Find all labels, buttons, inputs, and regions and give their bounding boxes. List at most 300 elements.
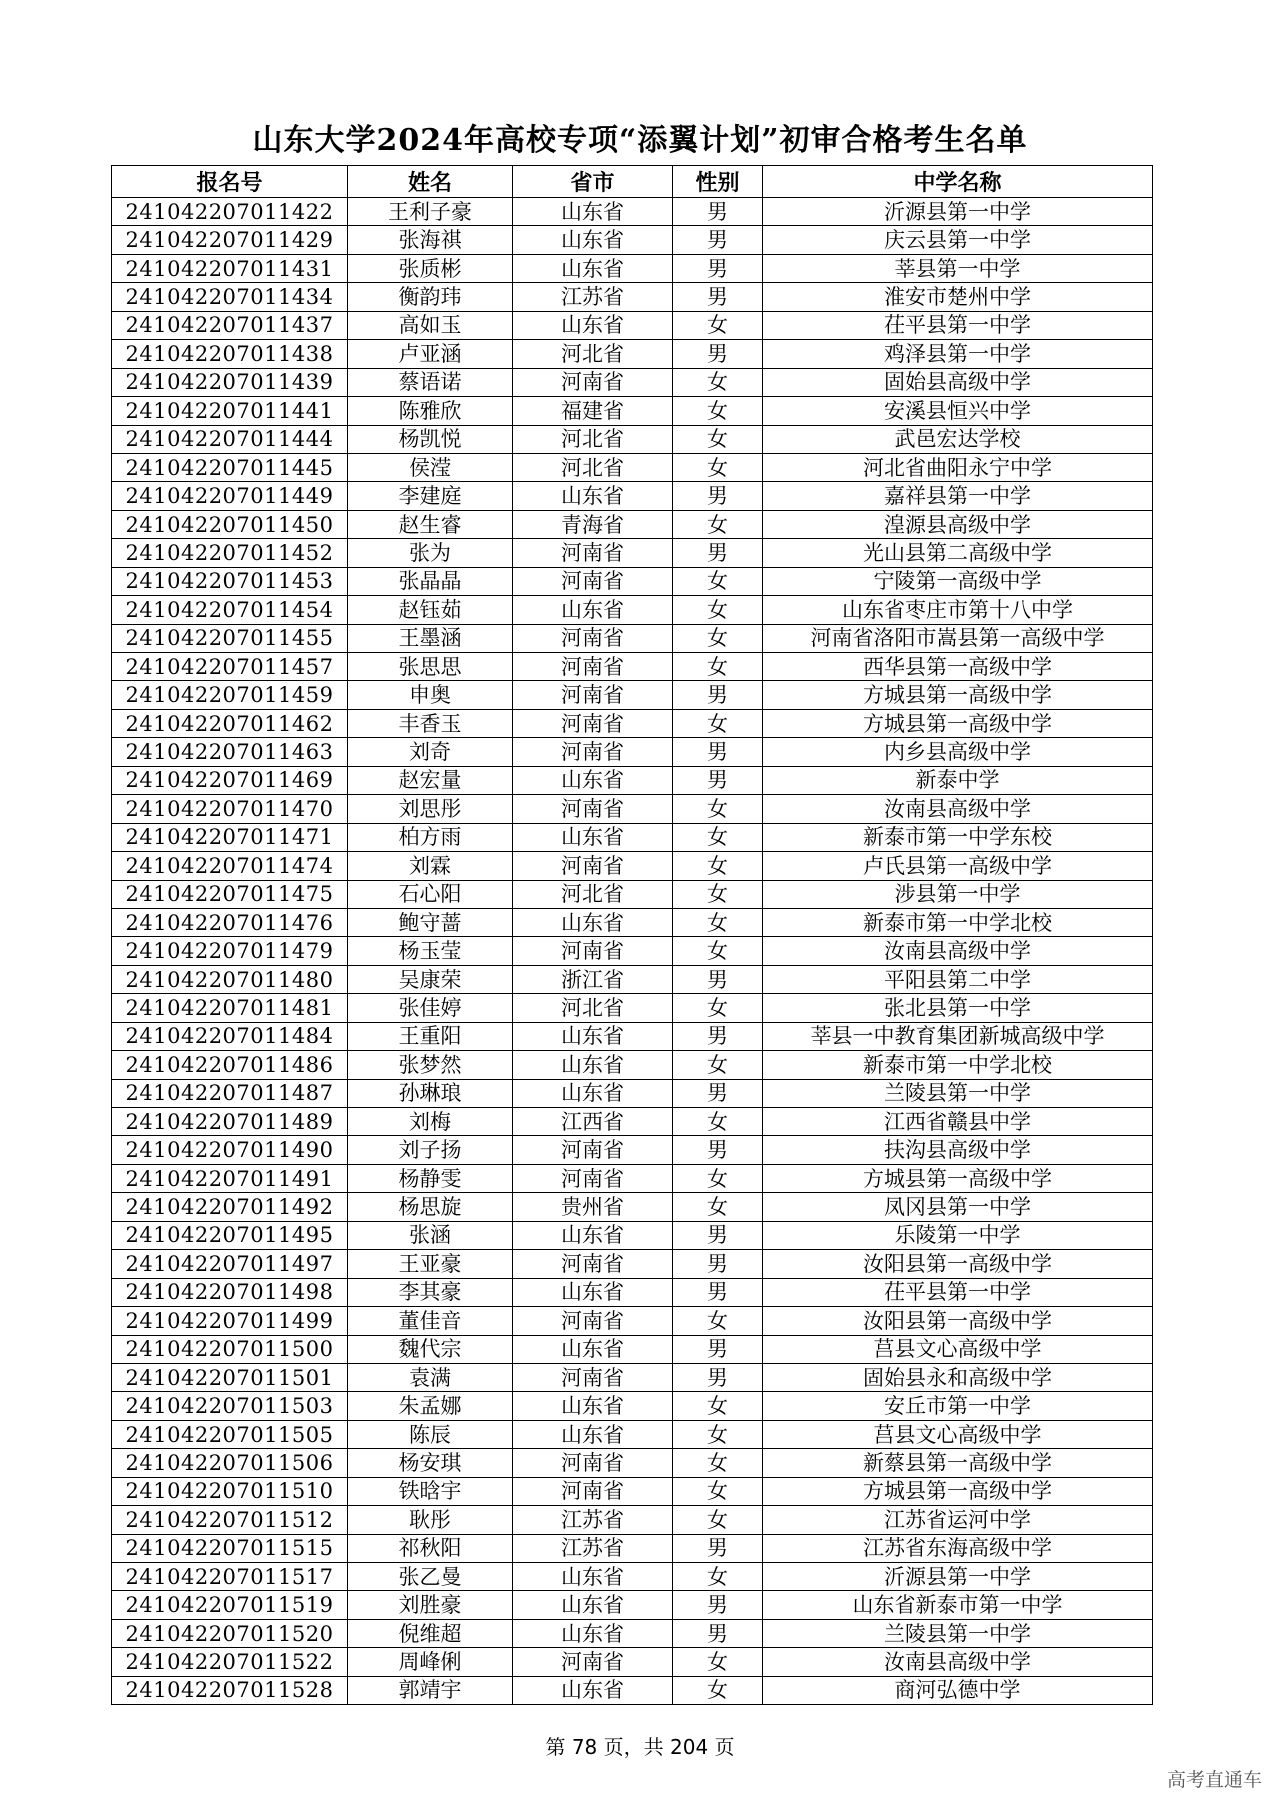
cell-name: 刘思彤 — [348, 795, 513, 823]
cell-registration-number: 241042207011455 — [112, 624, 348, 652]
cell-name: 侯滢 — [348, 453, 513, 481]
cell-registration-number: 241042207011498 — [112, 1278, 348, 1306]
cell-registration-number: 241042207011515 — [112, 1534, 348, 1562]
cell-registration-number: 241042207011453 — [112, 567, 348, 595]
cell-school: 莘县一中教育集团新城高级中学 — [763, 1022, 1153, 1050]
table-row — [112, 397, 1153, 425]
cell-registration-number: 241042207011491 — [112, 1164, 348, 1192]
candidate-table — [111, 165, 1153, 1705]
cell-school: 方城县第一高级中学 — [763, 681, 1153, 709]
document-title: 山东大学2024年高校专项“添翼计划”初审合格考生名单 — [252, 123, 1028, 158]
cell-school: 莒县文心高级中学 — [763, 1335, 1153, 1363]
cell-gender: 男 — [673, 1022, 763, 1050]
cell-province: 山东省 — [513, 1022, 673, 1050]
cell-province: 山东省 — [513, 1079, 673, 1107]
header-row — [112, 166, 1153, 198]
cell-province: 河南省 — [513, 1136, 673, 1164]
cell-name: 吴康荣 — [348, 965, 513, 993]
cell-school: 方城县第一高级中学 — [763, 1477, 1153, 1505]
table-row — [112, 1563, 1153, 1591]
cell-school: 山东省枣庄市第十八中学 — [763, 596, 1153, 624]
table-row — [112, 1619, 1153, 1647]
cell-gender: 女 — [673, 1193, 763, 1221]
table-row — [112, 539, 1153, 567]
table-row — [112, 425, 1153, 453]
cell-gender: 男 — [673, 1619, 763, 1647]
cell-province: 贵州省 — [513, 1193, 673, 1221]
cell-name: 张梦然 — [348, 1051, 513, 1079]
cell-name: 张涵 — [348, 1221, 513, 1249]
table-row — [112, 596, 1153, 624]
header-province: 省市 — [513, 166, 673, 198]
cell-school: 宁陵第一高级中学 — [763, 567, 1153, 595]
cell-province: 河北省 — [513, 880, 673, 908]
cell-name: 衡韵玮 — [348, 283, 513, 311]
cell-registration-number: 241042207011444 — [112, 425, 348, 453]
cell-name: 祁秋阳 — [348, 1534, 513, 1562]
cell-gender: 女 — [673, 1108, 763, 1136]
cell-gender: 女 — [673, 994, 763, 1022]
cell-province: 山东省 — [513, 1619, 673, 1647]
cell-school: 嘉祥县第一中学 — [763, 482, 1153, 510]
table-row — [112, 1022, 1153, 1050]
cell-name: 杨凯悦 — [348, 425, 513, 453]
cell-registration-number: 241042207011499 — [112, 1307, 348, 1335]
cell-province: 山东省 — [513, 1221, 673, 1249]
cell-school: 固始县永和高级中学 — [763, 1363, 1153, 1391]
cell-name: 赵钰茹 — [348, 596, 513, 624]
cell-gender: 女 — [673, 1392, 763, 1420]
cell-school: 山东省新泰市第一中学 — [763, 1591, 1153, 1619]
cell-registration-number: 241042207011439 — [112, 368, 348, 396]
cell-name: 张思思 — [348, 653, 513, 681]
cell-school: 莒县文心高级中学 — [763, 1420, 1153, 1448]
cell-name: 杨安琪 — [348, 1449, 513, 1477]
cell-gender: 男 — [673, 681, 763, 709]
cell-province: 山东省 — [513, 823, 673, 851]
cell-gender: 男 — [673, 226, 763, 254]
cell-name: 张晶晶 — [348, 567, 513, 595]
cell-gender: 男 — [673, 1221, 763, 1249]
cell-gender: 女 — [673, 1164, 763, 1192]
cell-province: 山东省 — [513, 1392, 673, 1420]
cell-name: 董佳音 — [348, 1307, 513, 1335]
cell-province: 河南省 — [513, 852, 673, 880]
table-row — [112, 283, 1153, 311]
cell-name: 杨静雯 — [348, 1164, 513, 1192]
cell-name: 赵宏量 — [348, 766, 513, 794]
cell-registration-number: 241042207011486 — [112, 1051, 348, 1079]
cell-gender: 女 — [673, 653, 763, 681]
cell-school: 兰陵县第一中学 — [763, 1619, 1153, 1647]
cell-school: 茌平县第一中学 — [763, 1278, 1153, 1306]
cell-gender: 男 — [673, 482, 763, 510]
cell-province: 河南省 — [513, 624, 673, 652]
cell-gender: 女 — [673, 1563, 763, 1591]
cell-province: 河南省 — [513, 681, 673, 709]
cell-school: 新泰市第一中学北校 — [763, 908, 1153, 936]
cell-province: 山东省 — [513, 1420, 673, 1448]
cell-school: 沂源县第一中学 — [763, 1563, 1153, 1591]
cell-gender: 男 — [673, 1335, 763, 1363]
cell-school: 新泰市第一中学东校 — [763, 823, 1153, 851]
cell-registration-number: 241042207011522 — [112, 1648, 348, 1676]
cell-name: 孙琳琅 — [348, 1079, 513, 1107]
table-row — [112, 908, 1153, 936]
cell-province: 山东省 — [513, 766, 673, 794]
cell-gender: 女 — [673, 397, 763, 425]
cell-school: 淮安市楚州中学 — [763, 283, 1153, 311]
cell-gender: 男 — [673, 1591, 763, 1619]
cell-school: 汝南县高级中学 — [763, 795, 1153, 823]
cell-registration-number: 241042207011469 — [112, 766, 348, 794]
cell-registration-number: 241042207011519 — [112, 1591, 348, 1619]
cell-province: 河南省 — [513, 795, 673, 823]
table-row — [112, 482, 1153, 510]
cell-school: 光山县第二高级中学 — [763, 539, 1153, 567]
cell-name: 陈雅欣 — [348, 397, 513, 425]
cell-name: 李其豪 — [348, 1278, 513, 1306]
cell-gender: 女 — [673, 880, 763, 908]
cell-school: 安溪县恒兴中学 — [763, 397, 1153, 425]
cell-province: 山东省 — [513, 482, 673, 510]
cell-name: 李建庭 — [348, 482, 513, 510]
cell-registration-number: 241042207011474 — [112, 852, 348, 880]
cell-province: 河南省 — [513, 1477, 673, 1505]
cell-gender: 男 — [673, 1079, 763, 1107]
cell-gender: 女 — [673, 852, 763, 880]
cell-gender: 男 — [673, 539, 763, 567]
cell-gender: 女 — [673, 425, 763, 453]
cell-registration-number: 241042207011528 — [112, 1676, 348, 1704]
cell-gender: 女 — [673, 453, 763, 481]
cell-school: 汝阳县第一高级中学 — [763, 1307, 1153, 1335]
cell-gender: 男 — [673, 1363, 763, 1391]
header-name: 姓名 — [348, 166, 513, 198]
cell-gender: 男 — [673, 1278, 763, 1306]
cell-name: 朱孟娜 — [348, 1392, 513, 1420]
cell-province: 山东省 — [513, 1278, 673, 1306]
cell-name: 张质彬 — [348, 254, 513, 282]
cell-school: 方城县第一高级中学 — [763, 709, 1153, 737]
cell-registration-number: 241042207011480 — [112, 965, 348, 993]
cell-registration-number: 241042207011501 — [112, 1363, 348, 1391]
header-gender: 性别 — [673, 166, 763, 198]
cell-name: 铁晗宇 — [348, 1477, 513, 1505]
table-row — [112, 681, 1153, 709]
cell-gender: 女 — [673, 1420, 763, 1448]
cell-school: 江苏省运河中学 — [763, 1506, 1153, 1534]
cell-name: 刘梅 — [348, 1108, 513, 1136]
cell-registration-number: 241042207011479 — [112, 937, 348, 965]
cell-registration-number: 241042207011484 — [112, 1022, 348, 1050]
cell-school: 沂源县第一中学 — [763, 198, 1153, 226]
cell-school: 江西省赣县中学 — [763, 1108, 1153, 1136]
cell-school: 庆云县第一中学 — [763, 226, 1153, 254]
cell-gender: 女 — [673, 709, 763, 737]
watermark-text: 高考直通车 — [1166, 1769, 1262, 1791]
cell-province: 山东省 — [513, 198, 673, 226]
cell-registration-number: 241042207011441 — [112, 397, 348, 425]
cell-registration-number: 241042207011438 — [112, 340, 348, 368]
cell-name: 王利子豪 — [348, 198, 513, 226]
table-row — [112, 624, 1153, 652]
cell-gender: 女 — [673, 624, 763, 652]
cell-school: 兰陵县第一中学 — [763, 1079, 1153, 1107]
cell-registration-number: 241042207011470 — [112, 795, 348, 823]
table-row — [112, 567, 1153, 595]
cell-name: 刘子扬 — [348, 1136, 513, 1164]
cell-province: 河南省 — [513, 653, 673, 681]
cell-registration-number: 241042207011454 — [112, 596, 348, 624]
table-row — [112, 198, 1153, 226]
cell-name: 赵生睿 — [348, 510, 513, 538]
table-row — [112, 1278, 1153, 1306]
cell-school: 新泰市第一中学北校 — [763, 1051, 1153, 1079]
cell-school: 西华县第一高级中学 — [763, 653, 1153, 681]
cell-gender: 女 — [673, 368, 763, 396]
cell-province: 河南省 — [513, 539, 673, 567]
table-row — [112, 880, 1153, 908]
cell-registration-number: 241042207011489 — [112, 1108, 348, 1136]
cell-name: 杨思旋 — [348, 1193, 513, 1221]
cell-registration-number: 241042207011520 — [112, 1619, 348, 1647]
table-body — [112, 198, 1153, 1705]
cell-registration-number: 241042207011422 — [112, 198, 348, 226]
cell-name: 石心阳 — [348, 880, 513, 908]
cell-province: 河南省 — [513, 738, 673, 766]
cell-province: 山东省 — [513, 1563, 673, 1591]
page-number: 第 78 页，共 204 页 — [545, 1735, 735, 1759]
cell-province: 河北省 — [513, 425, 673, 453]
table-row — [112, 937, 1153, 965]
table-row — [112, 1534, 1153, 1562]
table-row — [112, 311, 1153, 339]
cell-name: 蔡语诺 — [348, 368, 513, 396]
cell-school: 涉县第一中学 — [763, 880, 1153, 908]
cell-name: 柏方雨 — [348, 823, 513, 851]
cell-gender: 女 — [673, 795, 763, 823]
table-row — [112, 1108, 1153, 1136]
cell-registration-number: 241042207011495 — [112, 1221, 348, 1249]
cell-name: 郭靖宇 — [348, 1676, 513, 1704]
cell-province: 河南省 — [513, 368, 673, 396]
table-row — [112, 368, 1153, 396]
cell-province: 山东省 — [513, 254, 673, 282]
cell-gender: 女 — [673, 567, 763, 595]
table-row — [112, 1136, 1153, 1164]
cell-gender: 男 — [673, 965, 763, 993]
cell-registration-number: 241042207011503 — [112, 1392, 348, 1420]
cell-registration-number: 241042207011462 — [112, 709, 348, 737]
cell-registration-number: 241042207011512 — [112, 1506, 348, 1534]
table-row — [112, 1079, 1153, 1107]
cell-school: 汝南县高级中学 — [763, 937, 1153, 965]
cell-registration-number: 241042207011429 — [112, 226, 348, 254]
cell-registration-number: 241042207011471 — [112, 823, 348, 851]
table-row — [112, 226, 1153, 254]
table-row — [112, 852, 1153, 880]
cell-school: 固始县高级中学 — [763, 368, 1153, 396]
cell-school: 乐陵第一中学 — [763, 1221, 1153, 1249]
cell-registration-number: 241042207011476 — [112, 908, 348, 936]
cell-registration-number: 241042207011500 — [112, 1335, 348, 1363]
cell-school: 新蔡县第一高级中学 — [763, 1449, 1153, 1477]
cell-school: 安丘市第一中学 — [763, 1392, 1153, 1420]
table-row — [112, 1392, 1153, 1420]
cell-registration-number: 241042207011459 — [112, 681, 348, 709]
table-row — [112, 340, 1153, 368]
cell-gender: 女 — [673, 1506, 763, 1534]
cell-registration-number: 241042207011463 — [112, 738, 348, 766]
cell-province: 江苏省 — [513, 1534, 673, 1562]
cell-province: 山东省 — [513, 908, 673, 936]
table-row — [112, 709, 1153, 737]
cell-name: 刘胜豪 — [348, 1591, 513, 1619]
table-row — [112, 1193, 1153, 1221]
cell-name: 张海祺 — [348, 226, 513, 254]
table-row — [112, 1335, 1153, 1363]
table-row — [112, 1591, 1153, 1619]
cell-province: 江苏省 — [513, 283, 673, 311]
cell-registration-number: 241042207011431 — [112, 254, 348, 282]
cell-school: 汝南县高级中学 — [763, 1648, 1153, 1676]
cell-registration-number: 241042207011497 — [112, 1250, 348, 1278]
cell-registration-number: 241042207011505 — [112, 1420, 348, 1448]
header-school: 中学名称 — [763, 166, 1153, 198]
cell-registration-number: 241042207011517 — [112, 1563, 348, 1591]
header-registration-number: 报名号 — [112, 166, 348, 198]
cell-school: 张北县第一中学 — [763, 994, 1153, 1022]
cell-gender: 男 — [673, 766, 763, 794]
cell-registration-number: 241042207011445 — [112, 453, 348, 481]
cell-gender: 男 — [673, 1534, 763, 1562]
cell-province: 山东省 — [513, 596, 673, 624]
cell-gender: 女 — [673, 1051, 763, 1079]
cell-gender: 男 — [673, 283, 763, 311]
cell-school: 凤冈县第一中学 — [763, 1193, 1153, 1221]
cell-name: 王亚豪 — [348, 1250, 513, 1278]
cell-province: 山东省 — [513, 311, 673, 339]
cell-school: 河南省洛阳市嵩县第一高级中学 — [763, 624, 1153, 652]
cell-registration-number: 241042207011449 — [112, 482, 348, 510]
cell-province: 河南省 — [513, 1363, 673, 1391]
table-row — [112, 965, 1153, 993]
cell-gender: 女 — [673, 823, 763, 851]
table-row — [112, 1648, 1153, 1676]
cell-name: 张佳婷 — [348, 994, 513, 1022]
table-row — [112, 766, 1153, 794]
cell-school: 鸡泽县第一中学 — [763, 340, 1153, 368]
table-row — [112, 1506, 1153, 1534]
cell-province: 江苏省 — [513, 1506, 673, 1534]
cell-gender: 女 — [673, 937, 763, 965]
table-row — [112, 1164, 1153, 1192]
table-row — [112, 1676, 1153, 1704]
cell-name: 高如玉 — [348, 311, 513, 339]
cell-gender: 男 — [673, 340, 763, 368]
cell-name: 鲍守蔷 — [348, 908, 513, 936]
cell-gender: 女 — [673, 1449, 763, 1477]
cell-school: 商河弘德中学 — [763, 1676, 1153, 1704]
cell-province: 河南省 — [513, 1164, 673, 1192]
table-row — [112, 823, 1153, 851]
cell-name: 王墨涵 — [348, 624, 513, 652]
cell-province: 河南省 — [513, 1648, 673, 1676]
cell-gender: 男 — [673, 254, 763, 282]
table-row — [112, 1221, 1153, 1249]
cell-gender: 女 — [673, 510, 763, 538]
cell-gender: 女 — [673, 311, 763, 339]
cell-school: 新泰中学 — [763, 766, 1153, 794]
cell-province: 河南省 — [513, 1307, 673, 1335]
cell-province: 山东省 — [513, 1051, 673, 1079]
cell-gender: 女 — [673, 908, 763, 936]
cell-name: 袁满 — [348, 1363, 513, 1391]
cell-name: 周峰俐 — [348, 1648, 513, 1676]
cell-province: 青海省 — [513, 510, 673, 538]
cell-school: 平阳县第二中学 — [763, 965, 1153, 993]
cell-school: 方城县第一高级中学 — [763, 1164, 1153, 1192]
table-row — [112, 795, 1153, 823]
cell-registration-number: 241042207011487 — [112, 1079, 348, 1107]
cell-registration-number: 241042207011490 — [112, 1136, 348, 1164]
cell-school: 卢氏县第一高级中学 — [763, 852, 1153, 880]
cell-gender: 男 — [673, 1250, 763, 1278]
cell-school: 武邑宏达学校 — [763, 425, 1153, 453]
cell-registration-number: 241042207011475 — [112, 880, 348, 908]
cell-gender: 男 — [673, 198, 763, 226]
cell-registration-number: 241042207011457 — [112, 653, 348, 681]
cell-province: 山东省 — [513, 226, 673, 254]
cell-name: 张乙曼 — [348, 1563, 513, 1591]
cell-name: 刘奇 — [348, 738, 513, 766]
cell-school: 河北省曲阳永宁中学 — [763, 453, 1153, 481]
cell-registration-number: 241042207011481 — [112, 994, 348, 1022]
table-row — [112, 994, 1153, 1022]
cell-registration-number: 241042207011510 — [112, 1477, 348, 1505]
cell-name: 倪维超 — [348, 1619, 513, 1647]
cell-gender: 男 — [673, 1136, 763, 1164]
cell-registration-number: 241042207011450 — [112, 510, 348, 538]
cell-province: 浙江省 — [513, 965, 673, 993]
cell-school: 汝阳县第一高级中学 — [763, 1250, 1153, 1278]
cell-province: 河北省 — [513, 994, 673, 1022]
cell-name: 申奥 — [348, 681, 513, 709]
table-row — [112, 1250, 1153, 1278]
table-row — [112, 510, 1153, 538]
cell-registration-number: 241042207011437 — [112, 311, 348, 339]
cell-province: 河北省 — [513, 340, 673, 368]
table-row — [112, 1363, 1153, 1391]
cell-name: 陈辰 — [348, 1420, 513, 1448]
cell-gender: 女 — [673, 1676, 763, 1704]
table-row — [112, 1051, 1153, 1079]
table-row — [112, 453, 1153, 481]
cell-name: 刘霖 — [348, 852, 513, 880]
table-header — [112, 166, 1153, 198]
cell-gender: 女 — [673, 1307, 763, 1335]
cell-registration-number: 241042207011452 — [112, 539, 348, 567]
cell-province: 河南省 — [513, 567, 673, 595]
cell-gender: 女 — [673, 596, 763, 624]
cell-province: 江西省 — [513, 1108, 673, 1136]
cell-province: 福建省 — [513, 397, 673, 425]
cell-name: 杨玉莹 — [348, 937, 513, 965]
cell-gender: 女 — [673, 1477, 763, 1505]
cell-registration-number: 241042207011506 — [112, 1449, 348, 1477]
cell-province: 山东省 — [513, 1591, 673, 1619]
